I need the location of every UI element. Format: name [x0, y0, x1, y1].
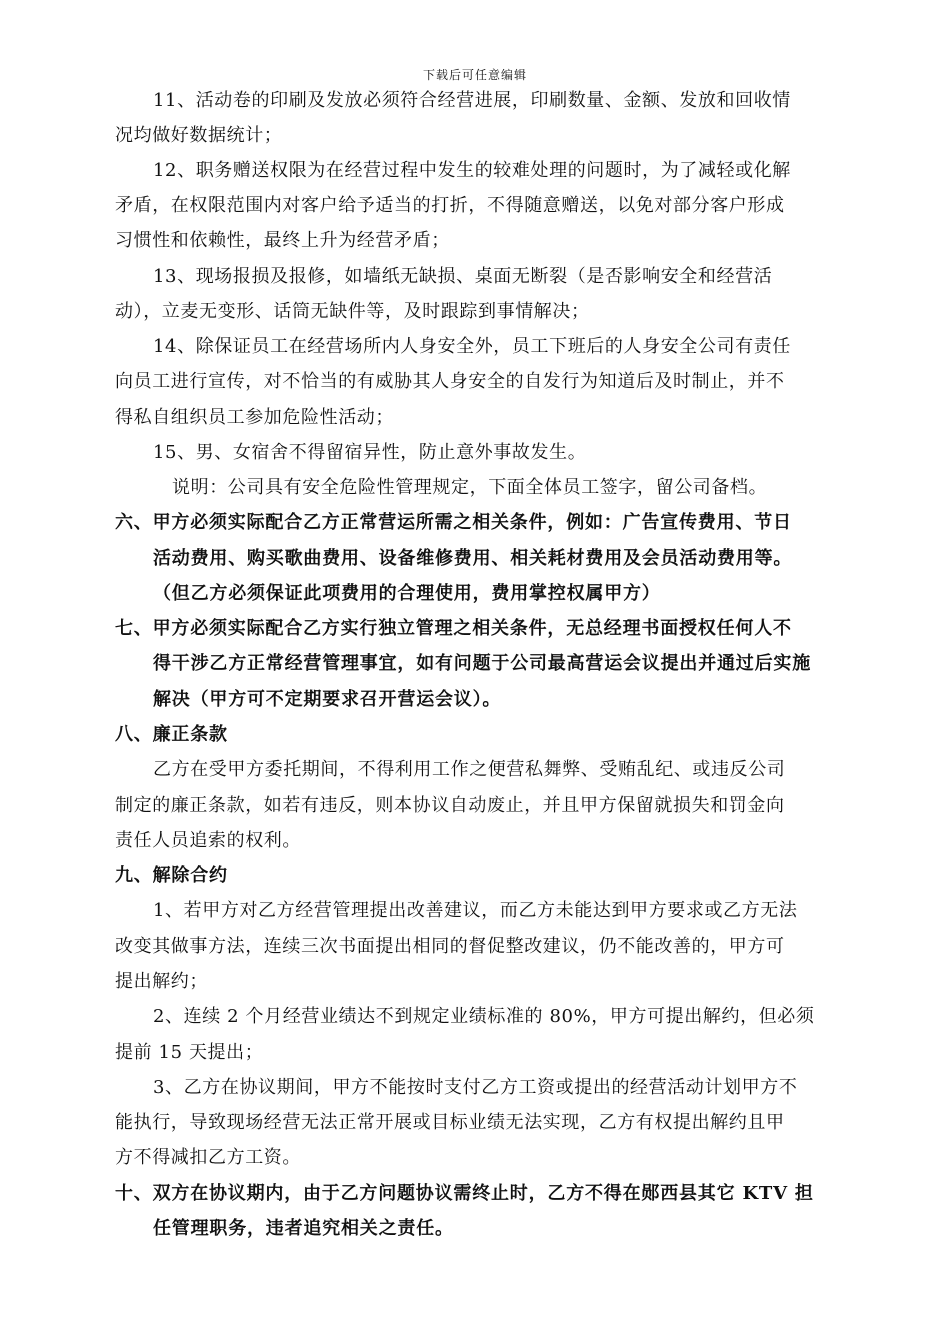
section-8-paragraph-cont: 制定的廉正条款，如若有违反，则本协议自动废止，并且甲方保留就损失和罚金向 [115, 795, 785, 816]
list-item-12: 12、职务赠送权限为在经营过程中发生的较难处理的问题时，为了减轻或化解 [153, 160, 791, 181]
section-9-heading: 九、解除合约 [115, 865, 228, 886]
section-9-item-3: 3、乙方在协议期间，甲方不能按时支付乙方工资或提出的经营活动计划甲方不 [153, 1077, 798, 1098]
section-7-cont: 解决（甲方可不定期要求召开营运会议）。 [153, 689, 502, 710]
header-note: 下载后可任意编辑 [422, 68, 527, 82]
list-item-14-cont: 向员工进行宣传，对不恰当的有威胁其人身安全的自发行为知道后及时制止，并不 [115, 371, 785, 392]
list-item-13: 13、现场报损及报修，如墙纸无缺损、桌面无断裂（是否影响安全和经营活 [153, 266, 773, 287]
section-9-item-1-cont: 改变其做事方法，连续三次书面提出相同的督促整改建议，仍不能改善的，甲方可 [115, 936, 785, 957]
list-item-13-cont: 动），立麦无变形、话筒无缺件等，及时跟踪到事情解决； [115, 301, 590, 322]
list-item-11-cont: 况均做好数据统计； [115, 125, 283, 146]
section-9-item-2-cont: 提前 15 天提出； [115, 1042, 264, 1063]
list-item-14-cont: 得私自组织员工参加危险性活动； [115, 407, 394, 428]
list-item-12-cont: 习惯性和依赖性，最终上升为经营矛盾； [115, 230, 450, 251]
section-9-item-3-cont: 方不得减扣乙方工资。 [115, 1147, 301, 1168]
section-7-heading: 七、甲方必须实际配合乙方实行独立管理之相关条件，无总经理书面授权任何人不 [115, 618, 792, 639]
section-6-cont: 活动费用、购买歌曲费用、设备维修费用、相关耗材费用及会员活动费用等。 [153, 548, 793, 569]
section-6-heading: 六、甲方必须实际配合乙方正常营运所需之相关条件，例如：广告宣传费用、节日 [115, 512, 792, 533]
section-6-cont: （但乙方必须保证此项费用的合理使用，费用掌控权属甲方） [153, 583, 661, 604]
section-9-item-2: 2、连续 2 个月经营业绩达不到规定业绩标准的 80%，甲方可提出解约，但必须 [153, 1006, 815, 1027]
section-10-cont: 任管理职务，违者追究相关之责任。 [153, 1218, 454, 1239]
section-9-item-1-cont: 提出解约； [115, 971, 208, 992]
section-9-item-3-cont: 能执行，导致现场经营无法正常开展或目标业绩无法实现，乙方有权提出解约且甲 [115, 1112, 785, 1133]
section-9-item-1: 1、若甲方对乙方经营管理提出改善建议，而乙方未能达到甲方要求或乙方无法 [153, 900, 798, 921]
list-item-12-cont: 矛盾，在权限范围内对客户给予适当的打折，不得随意赠送，以免对部分客户形成 [115, 195, 785, 216]
list-item-15: 15、男、女宿舍不得留宿异性，防止意外事故发生。 [153, 442, 587, 463]
note-paragraph: 说明：公司具有安全危险性管理规定，下面全体员工签字，留公司备档。 [172, 477, 768, 498]
list-item-11: 11、活动卷的印刷及发放必须符合经营进展，印刷数量、金额、发放和回收情 [153, 90, 791, 111]
section-8-paragraph: 乙方在受甲方委托期间，不得利用工作之便营私舞弊、受贿乱纪、或违反公司 [153, 759, 786, 780]
section-8-heading: 八、廉正条款 [115, 724, 228, 745]
list-item-14: 14、除保证员工在经营场所内人身安全外，员工下班后的人身安全公司有责任 [153, 336, 791, 357]
section-8-paragraph-cont: 责任人员追索的权利。 [115, 830, 301, 851]
section-10-heading: 十、双方在协议期内，由于乙方问题协议需终止时，乙方不得在郧西县其它 KTV 担 [115, 1183, 814, 1204]
section-7-cont: 得干涉乙方正常经营管理事宜，如有问题于公司最高营运会议提出并通过后实施 [153, 653, 811, 674]
